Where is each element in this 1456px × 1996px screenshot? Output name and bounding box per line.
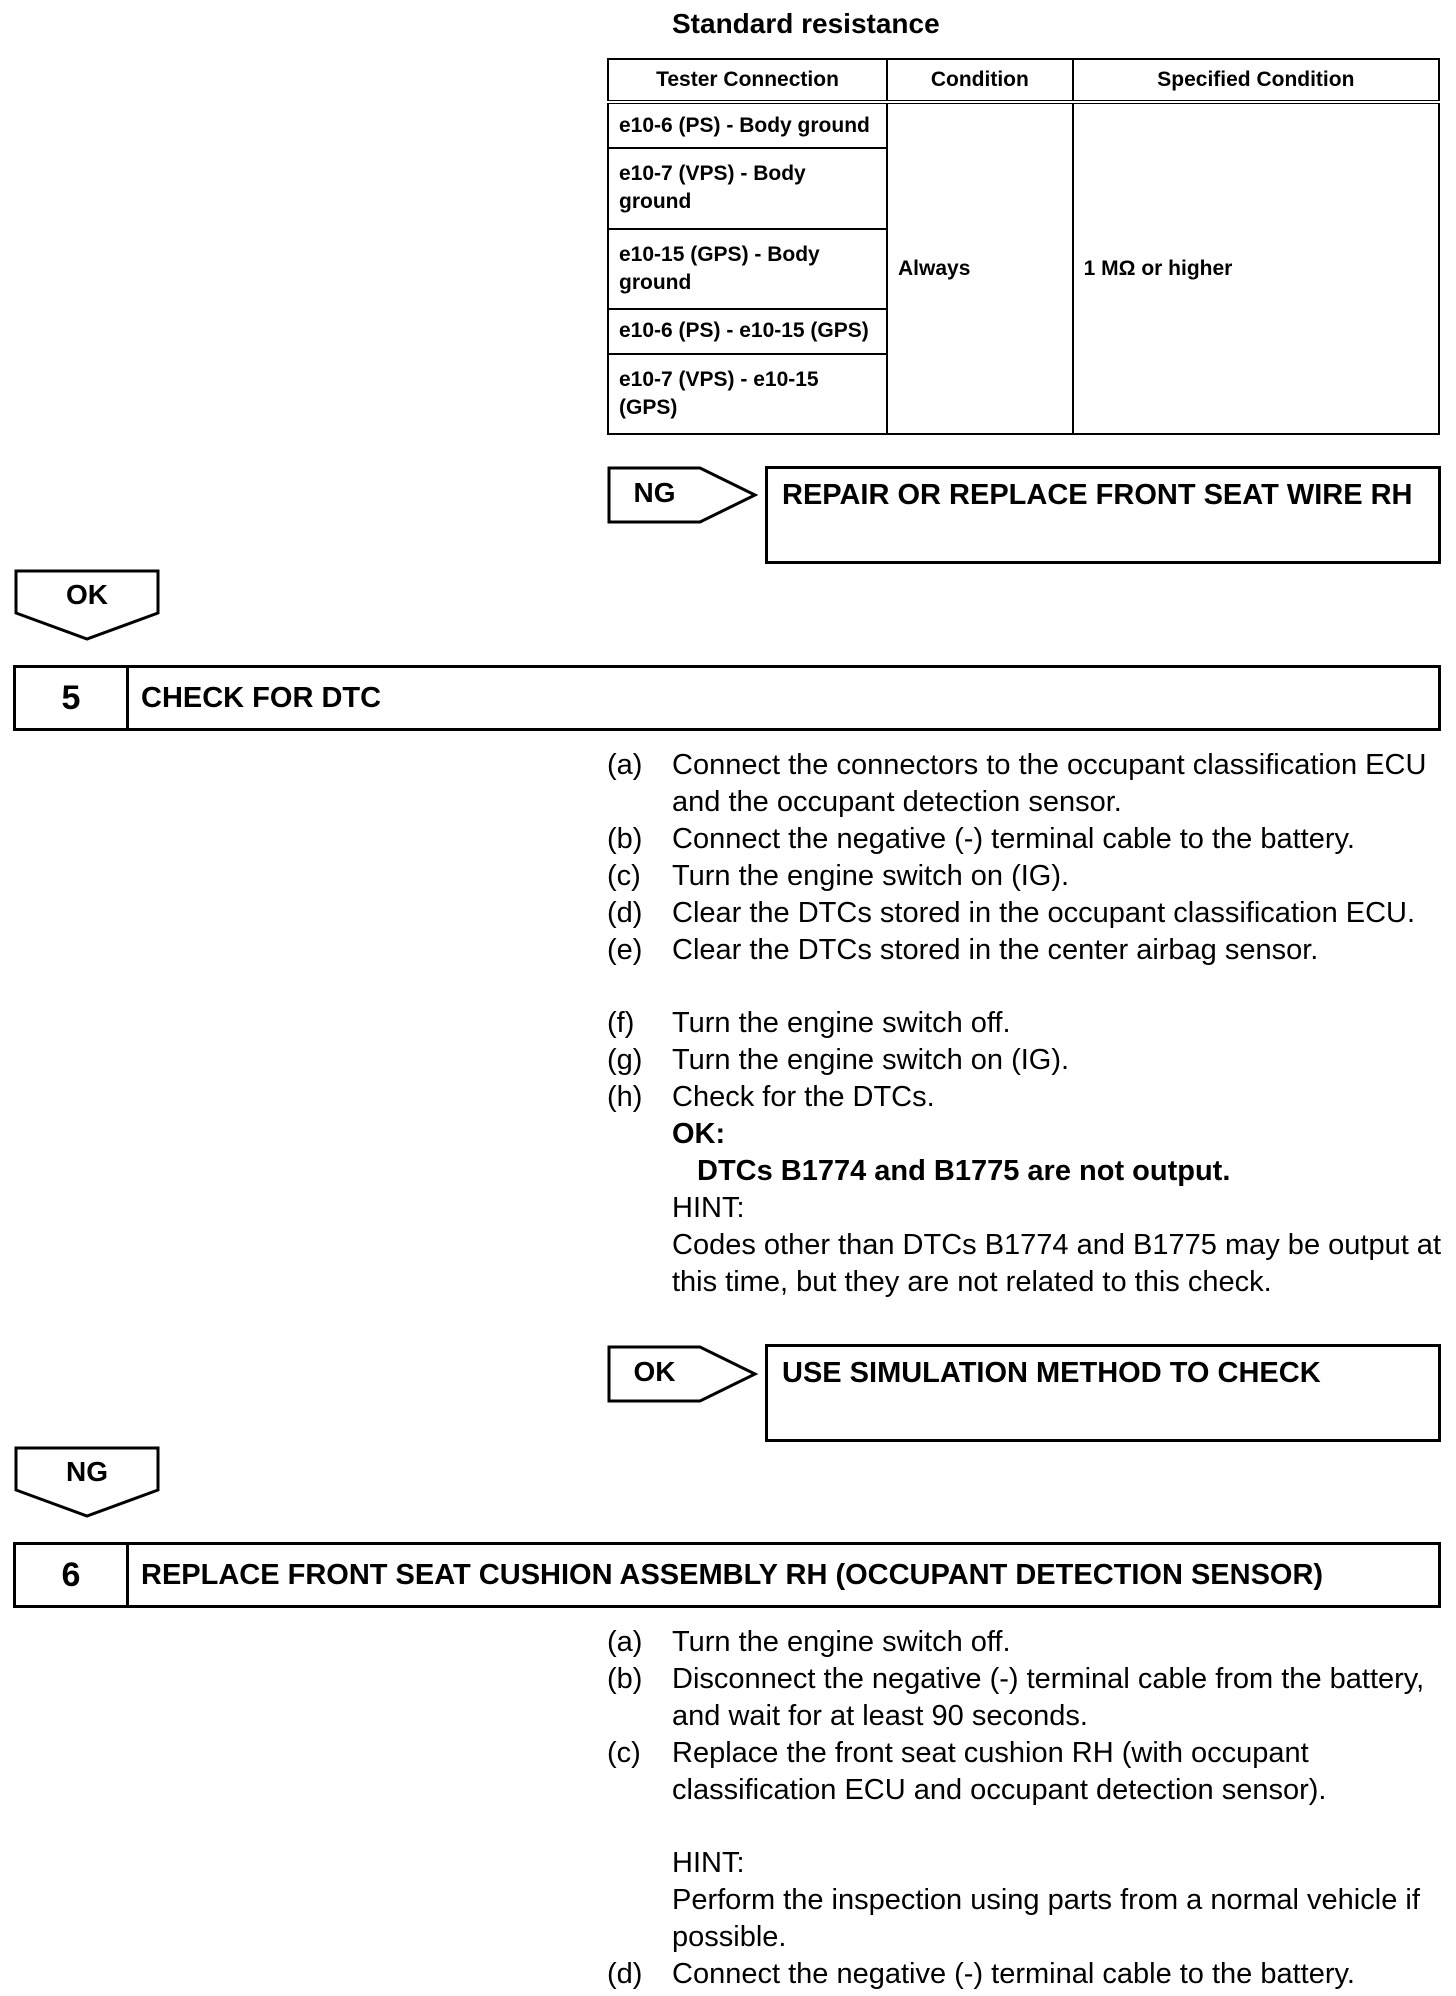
step-6-instructions bbox=[607, 1624, 1447, 1993]
condition-cell: Always bbox=[887, 102, 1073, 434]
ok-criteria-text: DTCs B1774 and B1775 are not output. bbox=[697, 1155, 1231, 1187]
list-item: (b) Connect the negative (-) terminal cable to the battery. bbox=[607, 823, 1355, 855]
list-item: (h) Check for the DTCs. bbox=[607, 1081, 935, 1113]
result-box-simulation: USE SIMULATION METHOD TO CHECK bbox=[765, 1344, 1441, 1442]
list-item: (a) Turn the engine switch off. bbox=[607, 1626, 1011, 1658]
column-header: Tester Connection bbox=[608, 59, 887, 102]
hint-text: Codes other than DTCs B1774 and B1775 may be output at this time, but they are not related to this check. bbox=[672, 1229, 1441, 1298]
tag-label: NG bbox=[633, 477, 676, 508]
hint-text: Perform the inspection using parts from a normal vehicle if possible. bbox=[672, 1884, 1420, 1953]
step-5-instructions bbox=[607, 747, 1447, 1301]
step-number: 6 bbox=[16, 1545, 129, 1605]
step-title: CHECK FOR DTC bbox=[141, 681, 382, 714]
specified-condition-cell: 1 MΩ or higher bbox=[1073, 102, 1439, 434]
list-item: (g) Turn the engine switch on (IG). bbox=[607, 1044, 1070, 1076]
step-title: REPLACE FRONT SEAT CUSHION ASSEMBLY RH (OCCUPANT DETECTION SENSOR) bbox=[141, 1558, 1324, 1591]
hint-label: HINT: bbox=[672, 1847, 745, 1879]
list-item: (c) Turn the engine switch on (IG). bbox=[607, 860, 1070, 892]
tester-connection-cell: e10-6 (PS) - e10-15 (GPS) bbox=[608, 309, 887, 354]
list-item: (b) Disconnect the negative (-) terminal cable from the battery, and wait for at least 90 seconds. bbox=[607, 1663, 1425, 1732]
tag-label: NG bbox=[66, 1456, 108, 1487]
result-box-repair: REPAIR OR REPLACE FRONT SEAT WIRE RH bbox=[765, 466, 1441, 564]
list-item: (d) Clear the DTCs stored in the occupant classification ECU. bbox=[607, 897, 1416, 929]
ok-result-tag bbox=[607, 1345, 757, 1403]
tester-connection-cell: e10-6 (PS) - Body ground bbox=[608, 102, 887, 148]
step-6-header bbox=[13, 1542, 1441, 1608]
ok-flow-tag bbox=[14, 569, 160, 641]
list-item: (a) Connect the connectors to the occupant classification ECU and the occupant detection sensor. bbox=[607, 749, 1427, 818]
table-title: Standard resistance bbox=[672, 8, 940, 39]
column-header: Specified Condition bbox=[1073, 59, 1439, 102]
tester-connection-cell: e10-15 (GPS) - Body ground bbox=[608, 229, 887, 309]
ng-flow-tag bbox=[14, 1446, 160, 1518]
tag-label: OK bbox=[633, 1356, 676, 1387]
list-item: (f) Turn the engine switch off. bbox=[607, 1007, 1011, 1039]
resistance-table bbox=[607, 58, 1440, 435]
tag-label: OK bbox=[66, 579, 108, 610]
list-item: (c) Replace the front seat cushion RH (with occupant classification ECU and occupant detection sensor). bbox=[607, 1737, 1327, 1806]
column-header: Condition bbox=[887, 59, 1073, 102]
list-item: (d) Connect the negative (-) terminal cable to the battery. bbox=[607, 1958, 1355, 1990]
ok-criteria-label: OK: bbox=[672, 1118, 726, 1150]
ng-result-tag bbox=[607, 466, 757, 524]
hint-label: HINT: bbox=[672, 1192, 745, 1224]
tester-connection-cell: e10-7 (VPS) - Body ground bbox=[608, 148, 887, 228]
step-number: 5 bbox=[16, 668, 129, 728]
step-5-header bbox=[13, 665, 1441, 731]
tester-connection-cell: e10-7 (VPS) - e10-15 (GPS) bbox=[608, 354, 887, 434]
list-item: (e) Clear the DTCs stored in the center airbag sensor. bbox=[607, 934, 1319, 966]
